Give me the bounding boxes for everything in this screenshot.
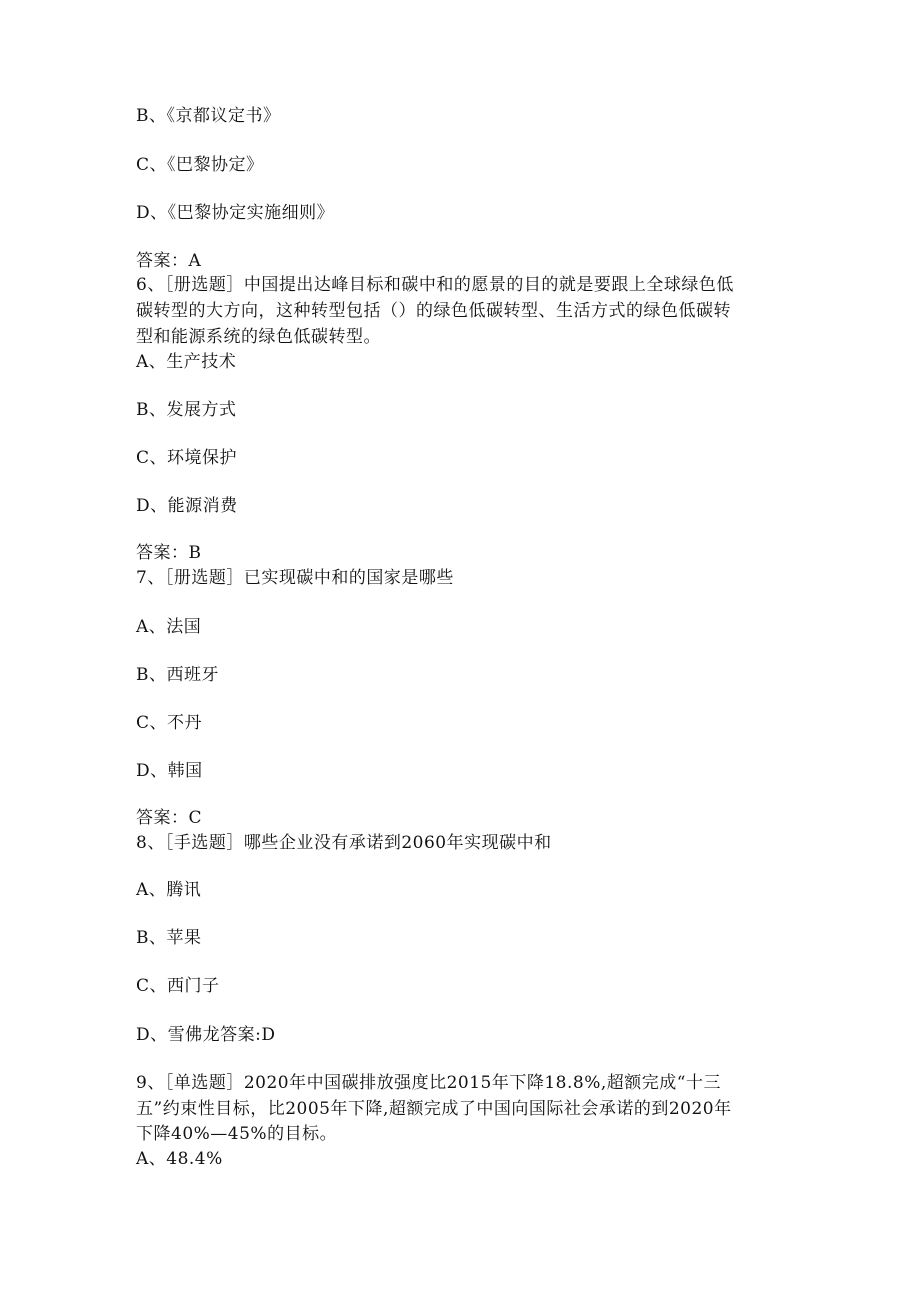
q6-stem-line-1: 6、［册选题］中国提出达峰目标和碳中和的愿景的目的就是要跟上全球绿色低 — [136, 275, 734, 295]
q6-answer: 答案：B — [136, 543, 202, 563]
q8-option-b: B、苹果 — [136, 928, 202, 948]
q6-stem-line-2: 碳转型的大方向，这种转型包括（）的绿色低碳转型、生活方式的绿色低碳转 — [136, 301, 731, 321]
q8-option-c: C、西门子 — [136, 976, 220, 996]
q7-option-b: B、西班牙 — [136, 665, 219, 685]
q6-option-b: B、发展方式 — [136, 400, 237, 420]
q6-option-c: C、环境保护 — [136, 448, 238, 468]
q6-stem-line-3: 型和能源系统的绿色低碳转型。 — [136, 327, 381, 347]
q7-answer: 答案：C — [136, 808, 203, 828]
q7-stem: 7、［册选题］已实现碳中和的国家是哪些 — [136, 568, 454, 588]
q6-option-d: D、能源消费 — [136, 496, 238, 516]
q7-option-a: A、法国 — [136, 617, 202, 637]
q5-option-c: C、《巴黎协定》 — [136, 155, 264, 175]
q7-option-c: C、不丹 — [136, 713, 203, 733]
q8-stem: 8、［手选题］哪些企业没有承诺到2060年实现碳中和 — [136, 833, 552, 853]
q8-option-a: A、腾讯 — [136, 880, 202, 900]
q8-option-d-answer: D、雪佛龙答案:D — [136, 1025, 276, 1045]
q9-option-a: A、48.4% — [136, 1149, 223, 1169]
q9-stem-line-2: 五”约束性目标，比2005年下降,超额完成了中国向国际社会承诺的到2020年 — [136, 1099, 732, 1119]
q5-answer: 答案：A — [136, 251, 202, 271]
q9-stem-line-3: 下降40%—45%的目标。 — [136, 1124, 338, 1144]
q5-option-b: B、《京都议定书》 — [136, 106, 281, 126]
q5-option-d: D、《巴黎协定实施细则》 — [136, 203, 335, 223]
q7-option-d: D、韩国 — [136, 761, 203, 781]
q9-stem-line-1: 9、［单选题］2020年中国碳排放强度比2015年下降18.8%,超额完成“十三 — [136, 1073, 721, 1093]
q6-option-a: A、生产技术 — [136, 352, 237, 372]
